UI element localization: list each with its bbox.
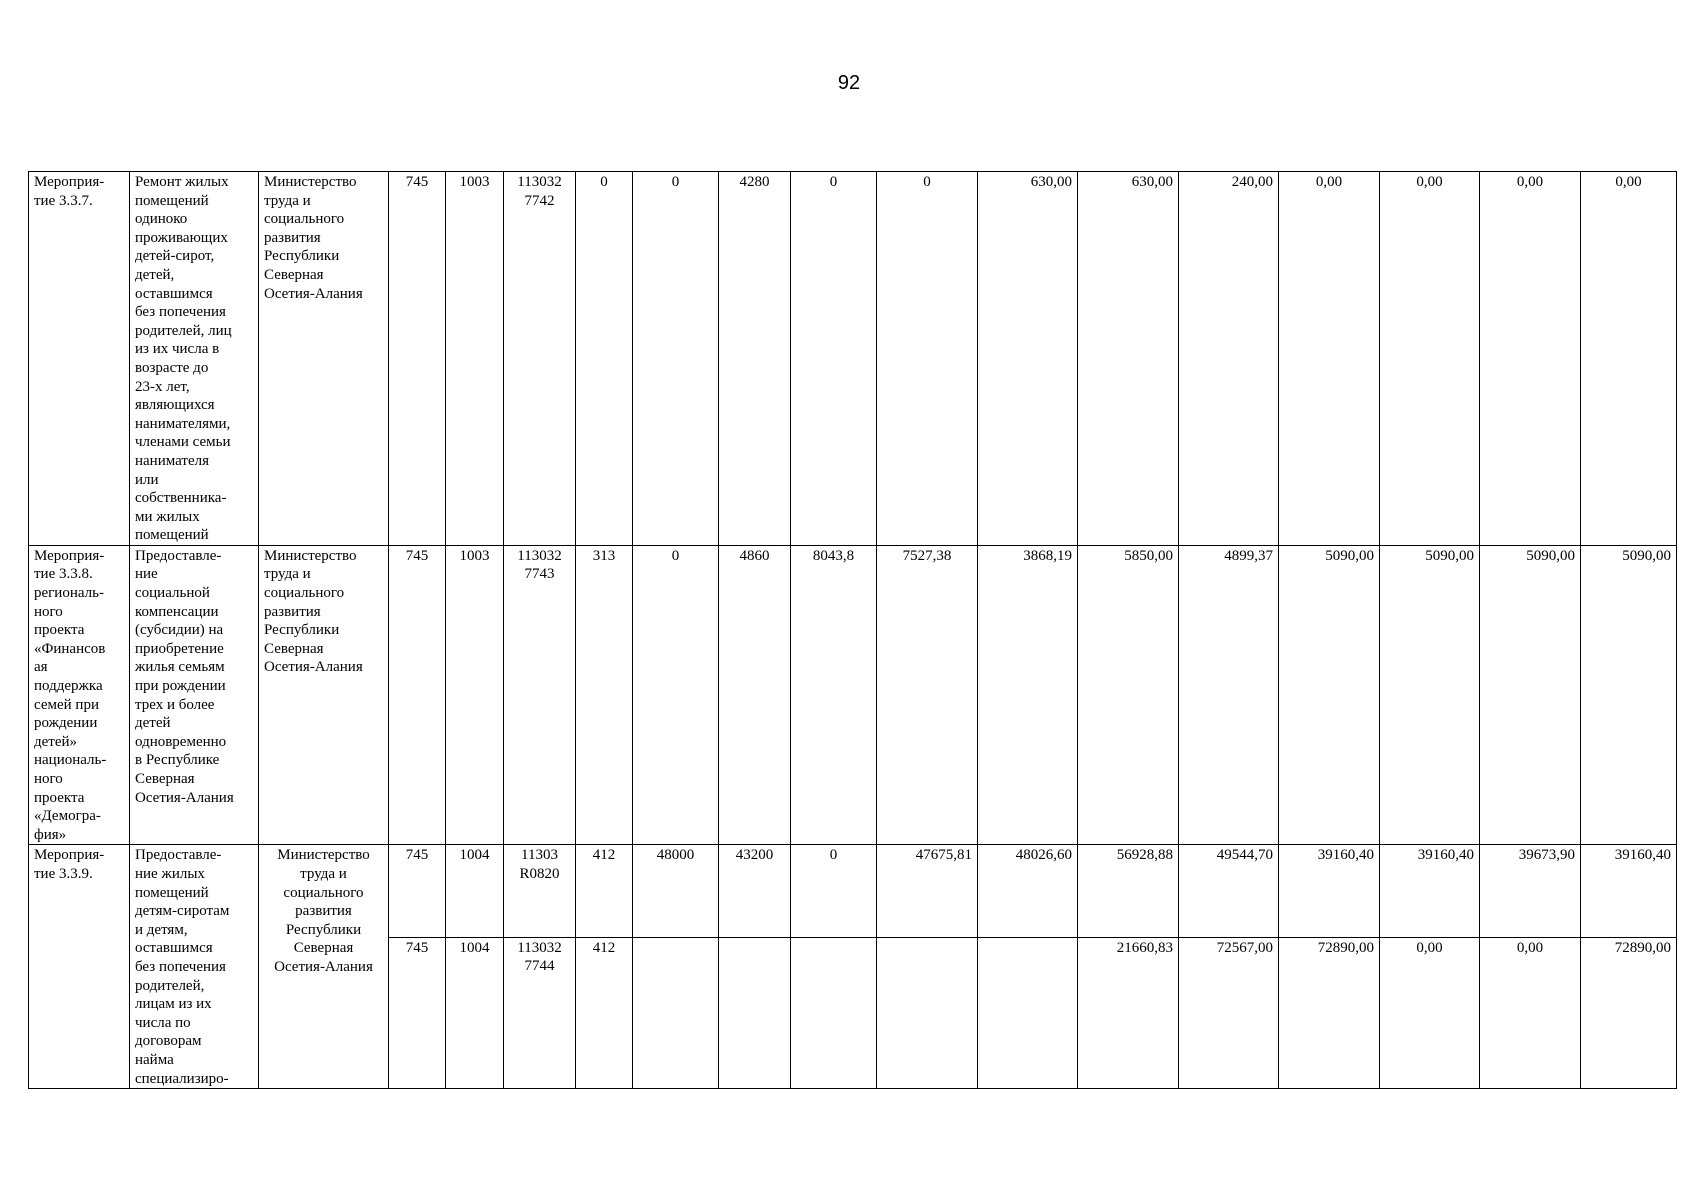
csr-cell: 113032 7743 — [504, 545, 576, 845]
grbs-cell: 745 — [389, 937, 446, 1088]
value-cell: 5850,00 — [1078, 545, 1179, 845]
description-cell: Ремонт жилых помещений одиноко проживающих детей-сирот, детей, оставшимся без попечения родителей, лиц из их числа в возрасте до 23-х лет, являющихся нанимателями, членами семьи нанимателя или собственника- ми жилых помещений — [130, 172, 259, 546]
value-cell: 5090,00 — [1480, 545, 1581, 845]
value-cell: 48026,60 — [978, 845, 1078, 937]
value-cell: 0,00 — [1279, 172, 1380, 546]
value-cell: 5090,00 — [1581, 545, 1677, 845]
value-cell — [791, 937, 877, 1088]
value-cell: 0,00 — [1380, 172, 1480, 546]
value-cell: 4280 — [719, 172, 791, 546]
value-cell — [719, 937, 791, 1088]
value-cell: 39160,40 — [1581, 845, 1677, 937]
csr-cell: 113032 7744 — [504, 937, 576, 1088]
value-cell: 3868,19 — [978, 545, 1078, 845]
event-cell: Мероприя- тие 3.3.8. региональ- ного проекта «Финансов ая поддержка семей при рождении детей» националь- ного проекта «Демогра- фия» — [29, 545, 130, 845]
value-cell: 7527,38 — [877, 545, 978, 845]
description-cell: Предоставле- ние жилых помещений детям-сиротам и детям, оставшимся без попечения родителей, лицам из их числа по договорам найма специализиро- — [130, 845, 259, 1089]
value-cell: 0,00 — [1380, 937, 1480, 1088]
value-cell: 5090,00 — [1380, 545, 1480, 845]
rzpr-cell: 1003 — [446, 172, 504, 546]
vr-cell: 412 — [576, 845, 633, 937]
table-row — [29, 845, 1677, 937]
value-cell: 0 — [633, 545, 719, 845]
rzpr-cell: 1003 — [446, 545, 504, 845]
value-cell: 0 — [633, 172, 719, 546]
executor-cell: Министерство труда и социального развития Республики Северная Осетия-Алания — [259, 845, 389, 1089]
table-row — [29, 172, 1677, 546]
rzpr-cell: 1004 — [446, 937, 504, 1088]
value-cell: 39160,40 — [1279, 845, 1380, 937]
value-cell: 8043,8 — [791, 545, 877, 845]
budget-table — [28, 171, 1677, 1089]
table-row — [29, 545, 1677, 845]
event-cell: Мероприя- тие 3.3.7. — [29, 172, 130, 546]
value-cell: 72890,00 — [1581, 937, 1677, 1088]
grbs-cell: 745 — [389, 172, 446, 546]
page-number: 92 — [837, 72, 861, 94]
value-cell: 0,00 — [1480, 937, 1581, 1088]
vr-cell: 313 — [576, 545, 633, 845]
value-cell: 72567,00 — [1179, 937, 1279, 1088]
executor-cell: Министерство труда и социального развития Республики Северная Осетия-Алания — [259, 545, 389, 845]
grbs-cell: 745 — [389, 545, 446, 845]
value-cell: 43200 — [719, 845, 791, 937]
value-cell: 39673,90 — [1480, 845, 1581, 937]
value-cell — [877, 937, 978, 1088]
value-cell: 630,00 — [978, 172, 1078, 546]
executor-cell: Министерство труда и социального развития Республики Северная Осетия-Алания — [259, 172, 389, 546]
value-cell: 0,00 — [1480, 172, 1581, 546]
grbs-cell: 745 — [389, 845, 446, 937]
csr-cell: 11303 R0820 — [504, 845, 576, 937]
rzpr-cell: 1004 — [446, 845, 504, 937]
value-cell — [978, 937, 1078, 1088]
value-cell — [633, 937, 719, 1088]
value-cell: 49544,70 — [1179, 845, 1279, 937]
event-cell: Мероприя- тие 3.3.9. — [29, 845, 130, 1089]
value-cell: 5090,00 — [1279, 545, 1380, 845]
value-cell: 56928,88 — [1078, 845, 1179, 937]
value-cell: 72890,00 — [1279, 937, 1380, 1088]
value-cell: 0 — [791, 172, 877, 546]
vr-cell: 0 — [576, 172, 633, 546]
description-cell: Предоставле- ние социальной компенсации (субсидии) на приобретение жилья семьям при рождении трех и более детей одновременно в Республике Северная Осетия-Алания — [130, 545, 259, 845]
value-cell: 0 — [791, 845, 877, 937]
value-cell: 0 — [877, 172, 978, 546]
value-cell: 240,00 — [1179, 172, 1279, 546]
value-cell: 0,00 — [1581, 172, 1677, 546]
value-cell: 21660,83 — [1078, 937, 1179, 1088]
csr-cell: 113032 7742 — [504, 172, 576, 546]
value-cell: 39160,40 — [1380, 845, 1480, 937]
value-cell: 630,00 — [1078, 172, 1179, 546]
value-cell: 4860 — [719, 545, 791, 845]
value-cell: 4899,37 — [1179, 545, 1279, 845]
value-cell: 47675,81 — [877, 845, 978, 937]
vr-cell: 412 — [576, 937, 633, 1088]
value-cell: 48000 — [633, 845, 719, 937]
